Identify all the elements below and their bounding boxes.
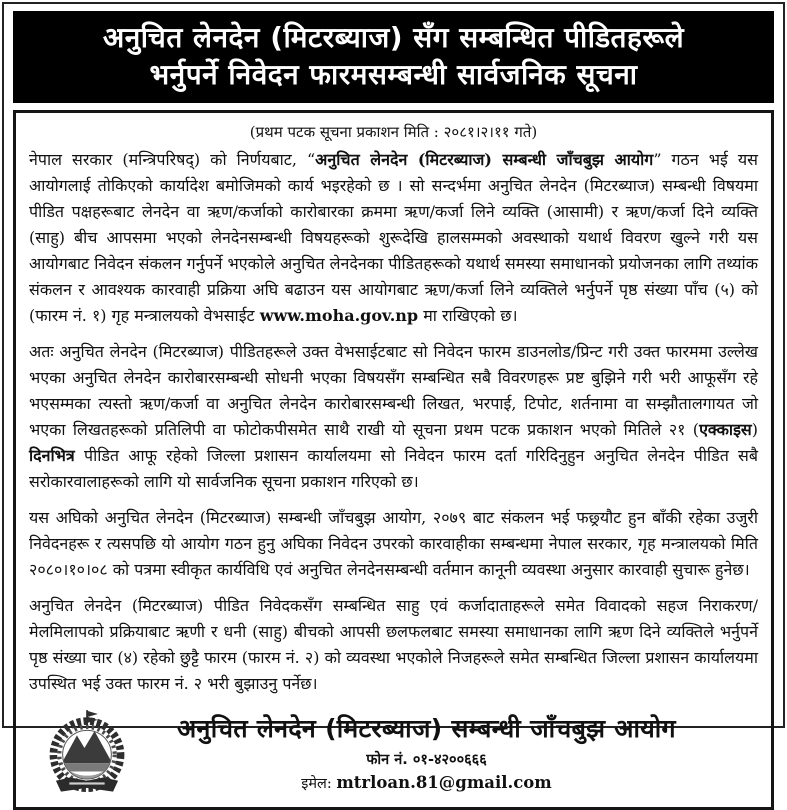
text-run: यस अघिको अनुचित लेनदेन (मिटरब्याज) सम्बन्धी जाँचबुझ आयोग, २०७९ बाट संकलन भई फछ्र्यौट हुन बाँकी रहेका उजुरी निवेदनहरू र त्यसपछि यो आयोग गठन हुनु अघिका निवेदन उपरको कारवाहीका सम्बन्धमा नेपाल सरकार, गृह मन्त्रालयको मिति २०८०।१०।०८ को पत्रमा स्वीकृत कार्यविधि एवं अनुचित लेनदेनसम्बन्धी वर्तमान कानूनी व्यवस्था अनुसार कारवाही सुचारू हुनेछ। bbox=[29, 508, 758, 579]
bold-text-run: दिनभित्र bbox=[29, 446, 75, 465]
text-run: नेपाल सरकार (मन्त्रिपरिषद्) को निर्णयबाट, “ bbox=[29, 150, 316, 169]
notice-page bbox=[2, 2, 785, 792]
text-run: ” गठन भई यस आयोगलाई तोकिएको कार्यादेश बमोजिमको कार्य भइरहेको छ । सो सन्दर्भमा अनुचित लेनदेन (मिटरब्याज) सम्बन्धी विषयमा पीडित पक्षहरूबाट लेनदेन वा ऋण/कर्जाको कारोबारका क्रममा ऋण/कर्जा लिने व्यक्ति (आसामी) र ऋण/कर्जा दिने व्यक्ति (साहु) बीच आपसमा भएको लेनदेनसम्बन्धी विषयहरूको शुरूदेखि हालसम्मको अवस्थाको यथार्थ विवरण खुल्ने गरी यस आयोगबाट निवेदन संकलन गर्नुपर्ने भएकोले अनुचित लेनदेनका पीडितहरूको यथार्थ समस्या समाधानको प्रयोजनका लागि तथ्यांक संकलन र आवश्यक कारवाही प्रक्रिया अघि बढाउन यस आयोगबाट ऋण/कर्जा लिने व्यक्तिले भर्नुपर्ने पृष्ठ संख्या पाँच (५) को (फारम नं. १) गृह मन्त्रालयको वेभसाईट bbox=[29, 150, 758, 325]
text-run: ) bbox=[751, 420, 758, 439]
text-run: मा राखिएको छ। bbox=[418, 306, 518, 325]
nepal-government-emblem-icon bbox=[45, 709, 129, 797]
publication-date-line: (प्रथम पटक सूचना प्रकाशन मिति : २०८१।२।११ गते) bbox=[249, 123, 538, 141]
email-address: mtrloan.81@gmail.com bbox=[336, 772, 552, 792]
title-line-2: भर्नुपर्ने निवेदन फारमसम्बन्धी सार्वजनिक सूचना bbox=[149, 58, 638, 91]
notice-paragraphs bbox=[29, 147, 758, 707]
footer-contact-block bbox=[129, 713, 752, 792]
footer bbox=[29, 707, 758, 801]
notice-paragraph bbox=[29, 505, 758, 583]
phone-number: फोन नं. ०१-४२००६६६ bbox=[366, 751, 487, 768]
email-label: इमेल: bbox=[301, 775, 332, 792]
text-run: अनुचित लेनदेन (मिटरब्याज) पीडित निवेदकसँग सम्बन्धित साहु एवं कर्जादाताहरूले समेत विवादको सहज निराकरण/मेलमिलापको प्रक्रियाबाट ऋणी र धनी (साहु) बीचको आपसी छलफलबाट समस्या समाधानका लागि ऋण दिने व्यक्तिले भर्नुपर्ने पृष्ठ संख्या चार (४) रहेको छुट्टै फारम (फारम नं. २) को व्यवस्था भएकोले निजहरूले समेत सम्बन्धित जिल्ला प्रशासन कार्यालयमा उपस्थित भई उक्त फारम नं. २ भरी बुझाउनु पर्नेछ। bbox=[29, 596, 758, 693]
text-run: पीडित आफू रहेको जिल्ला प्रशासन कार्यालयमा सो निवेदन फारम दर्ता गरिदिनुहुन अनुचित लेनदेन पीडित सबै सरोकारवालाहरूको लागि यो सार्वजनिक सूचना प्रकाशन गरिएको छ। bbox=[29, 446, 758, 491]
bold-text-run: अनुचित लेनदेन (मिटरब्याज) सम्बन्धी जाँचबुझ आयोग bbox=[315, 150, 654, 169]
text-run: अतः अनुचित लेनदेन (मिटरब्याज) पीडितहरूले उक्त वेभसाईटबाट सो निवेदन फारम डाउनलोड/प्रिन्ट गरी उक्त फारममा उल्लेख भएका अनुचित लेनदेन कारोबारसम्बन्धी सोधनी भएका विषयसँग सम्बन्धित सबै विवरणहरू प्रष्ट बुझिने गरी भरी आफूसँग रहे भएसम्मका त्यस्तो ऋण/कर्जा वा अनुचित लेनदेन कारोबारसम्बन्धी लिखत, भरपाई, टिपोट, शर्तनामा वा सम्झौतालगायत जो भएका लिखतहरूको प्रतिलिपी वा फोटोकपीसमेत साथै राखी यो सूचना प्रथम पटक प्रकाशन भएको मितिले २१ ( bbox=[29, 342, 758, 439]
notice-body-frame bbox=[13, 110, 774, 810]
bold-text-run: www.moha.gov.np bbox=[259, 306, 419, 325]
commission-name: अनुचित लेनदेन (मिटरब्याज) सम्बन्धी जाँचबुझ आयोग bbox=[177, 714, 676, 744]
bold-text-run: एक्काइस bbox=[699, 420, 752, 439]
notice-paragraph bbox=[29, 593, 758, 697]
title-line-1: अनुचित लेनदेन (मिटरब्याज) सँग सम्बन्धित पीडितहरूले bbox=[102, 21, 685, 54]
notice-paragraph bbox=[29, 147, 758, 329]
notice-paragraph bbox=[29, 339, 758, 495]
email-line bbox=[129, 773, 724, 793]
notice-title-banner bbox=[13, 11, 774, 103]
